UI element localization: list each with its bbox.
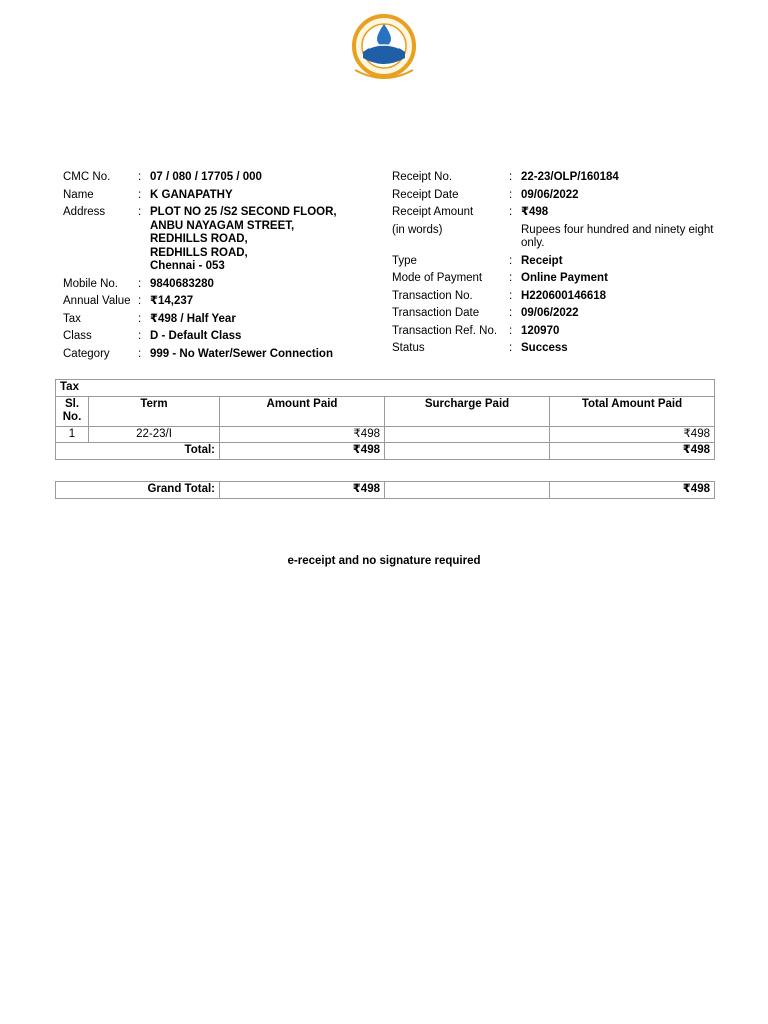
field-label: Status	[392, 342, 425, 354]
field-colon: :	[509, 188, 513, 201]
column-header: Sl. No.	[56, 396, 89, 426]
amount-paid-cell: ₹498	[220, 426, 385, 443]
annual-value: ₹14,237	[150, 295, 194, 307]
field-label: Transaction Date	[392, 307, 480, 319]
field-label: Receipt Date	[392, 188, 459, 201]
tax-table-header-row	[56, 396, 715, 426]
field-colon: :	[509, 307, 513, 319]
tax-table-title-row	[56, 380, 715, 397]
field-label: Annual Value	[63, 295, 131, 307]
grand-total-row	[56, 482, 715, 499]
transaction-no-value: H220600146618	[521, 289, 607, 302]
field-colon: :	[138, 171, 142, 183]
field-label: Transaction No.	[392, 289, 473, 302]
address-value	[150, 206, 365, 274]
field-label: CMC No.	[63, 171, 111, 183]
amount-in-words-value: Rupees four hundred and ninety eight only.	[521, 223, 714, 249]
transaction-date-value: 09/06/2022	[521, 307, 579, 319]
field-colon: :	[138, 330, 142, 342]
field-label: Tax	[63, 312, 81, 325]
address-line: REDHILLS ROAD,	[150, 233, 248, 245]
field-label: (in words)	[392, 223, 443, 236]
field-colon: :	[509, 254, 513, 267]
field-colon: :	[138, 188, 142, 201]
column-header: Term	[89, 396, 220, 426]
address-row	[63, 206, 365, 274]
receipt-amount-value: ₹498	[521, 206, 549, 218]
total-label: Total:	[56, 443, 220, 460]
field-colon: :	[509, 206, 513, 218]
grand-total-amount-paid: ₹498	[220, 482, 385, 499]
tax-table	[55, 379, 715, 460]
receipt-no-value: 22-23/OLP/160184	[521, 171, 619, 183]
grand-total-total-amount-paid: ₹498	[550, 482, 715, 499]
receipt-date-value: 09/06/2022	[521, 188, 579, 201]
field-colon: :	[138, 206, 142, 218]
transaction-ref-row	[392, 325, 716, 339]
category-value: 999 - No Water/Sewer Connection	[150, 347, 333, 360]
surcharge-paid-cell	[385, 426, 550, 443]
sl-no-cell: 1	[56, 426, 89, 443]
field-colon: :	[138, 295, 142, 307]
field-label: Receipt Amount	[392, 206, 474, 218]
type-row	[392, 255, 716, 269]
transaction-no-row	[392, 290, 716, 304]
total-amount-paid: ₹498	[220, 443, 385, 460]
field-colon: :	[509, 289, 513, 302]
receipt-details	[392, 171, 716, 360]
address-line: REDHILLS ROAD,	[150, 246, 248, 259]
status-value: Success	[521, 342, 568, 354]
water-board-emblem-icon	[347, 14, 421, 84]
field-label: Class	[63, 330, 92, 342]
field-colon: :	[509, 324, 513, 337]
tax-row	[63, 313, 365, 327]
field-label: Mode of Payment	[392, 272, 483, 284]
receipt-no-row	[392, 171, 716, 185]
field-label: Mobile No.	[63, 277, 118, 290]
category-row	[63, 348, 365, 362]
status-row	[392, 342, 716, 356]
class-value: D - Default Class	[150, 330, 242, 342]
receipt-amount-row	[392, 206, 716, 220]
table-row	[56, 426, 715, 443]
tax-value: ₹498 / Half Year	[150, 312, 236, 325]
field-label: Receipt No.	[392, 171, 453, 183]
field-label: Address	[63, 206, 106, 218]
name-value: K GANAPATHY	[150, 188, 233, 201]
name-row	[63, 189, 365, 203]
column-header: Amount Paid	[220, 396, 385, 426]
annual-value-row	[63, 295, 365, 309]
grand-total-table	[55, 481, 715, 499]
e-receipt-note: e-receipt and no signature required	[287, 555, 481, 567]
field-colon: :	[138, 277, 142, 290]
transaction-ref-value: 120970	[521, 324, 560, 337]
total-total-amount-paid: ₹498	[550, 443, 715, 460]
mobile-value: 9840683280	[150, 277, 214, 290]
field-colon: :	[138, 347, 142, 360]
field-label: Type	[392, 254, 417, 267]
grand-total-label: Grand Total:	[56, 482, 220, 499]
total-amount-paid-cell: ₹498	[550, 426, 715, 443]
total-surcharge-paid	[385, 443, 550, 460]
address-line: PLOT NO 25 /S2 SECOND FLOOR,	[150, 206, 337, 218]
consumer-details	[63, 171, 365, 365]
cmc-no-value: 07 / 080 / 17705 / 000	[150, 171, 262, 183]
cmc-no-row	[63, 171, 365, 185]
field-label: Transaction Ref. No.	[392, 324, 498, 337]
address-line: Chennai - 053	[150, 260, 225, 272]
total-row	[56, 443, 715, 460]
payment-mode-row	[392, 272, 716, 286]
field-colon: :	[509, 272, 513, 284]
receipt-date-row	[392, 189, 716, 203]
field-label: Name	[63, 188, 94, 201]
address-line: ANBU NAYAGAM STREET,	[150, 219, 295, 232]
transaction-date-row	[392, 307, 716, 321]
field-colon: :	[509, 171, 513, 183]
mobile-row	[63, 278, 365, 292]
column-header: Total Amount Paid	[550, 396, 715, 426]
field-label: Category	[63, 347, 110, 360]
tax-table-title: Tax	[56, 380, 715, 397]
term-cell: 22-23/I	[89, 426, 220, 443]
payment-mode-value: Online Payment	[521, 272, 608, 284]
type-value: Receipt	[521, 254, 563, 267]
column-header: Surcharge Paid	[385, 396, 550, 426]
field-colon: :	[138, 312, 142, 325]
field-colon: :	[509, 342, 513, 354]
amount-in-words-row	[392, 224, 716, 251]
grand-total-surcharge-paid	[385, 482, 550, 499]
class-row	[63, 330, 365, 344]
